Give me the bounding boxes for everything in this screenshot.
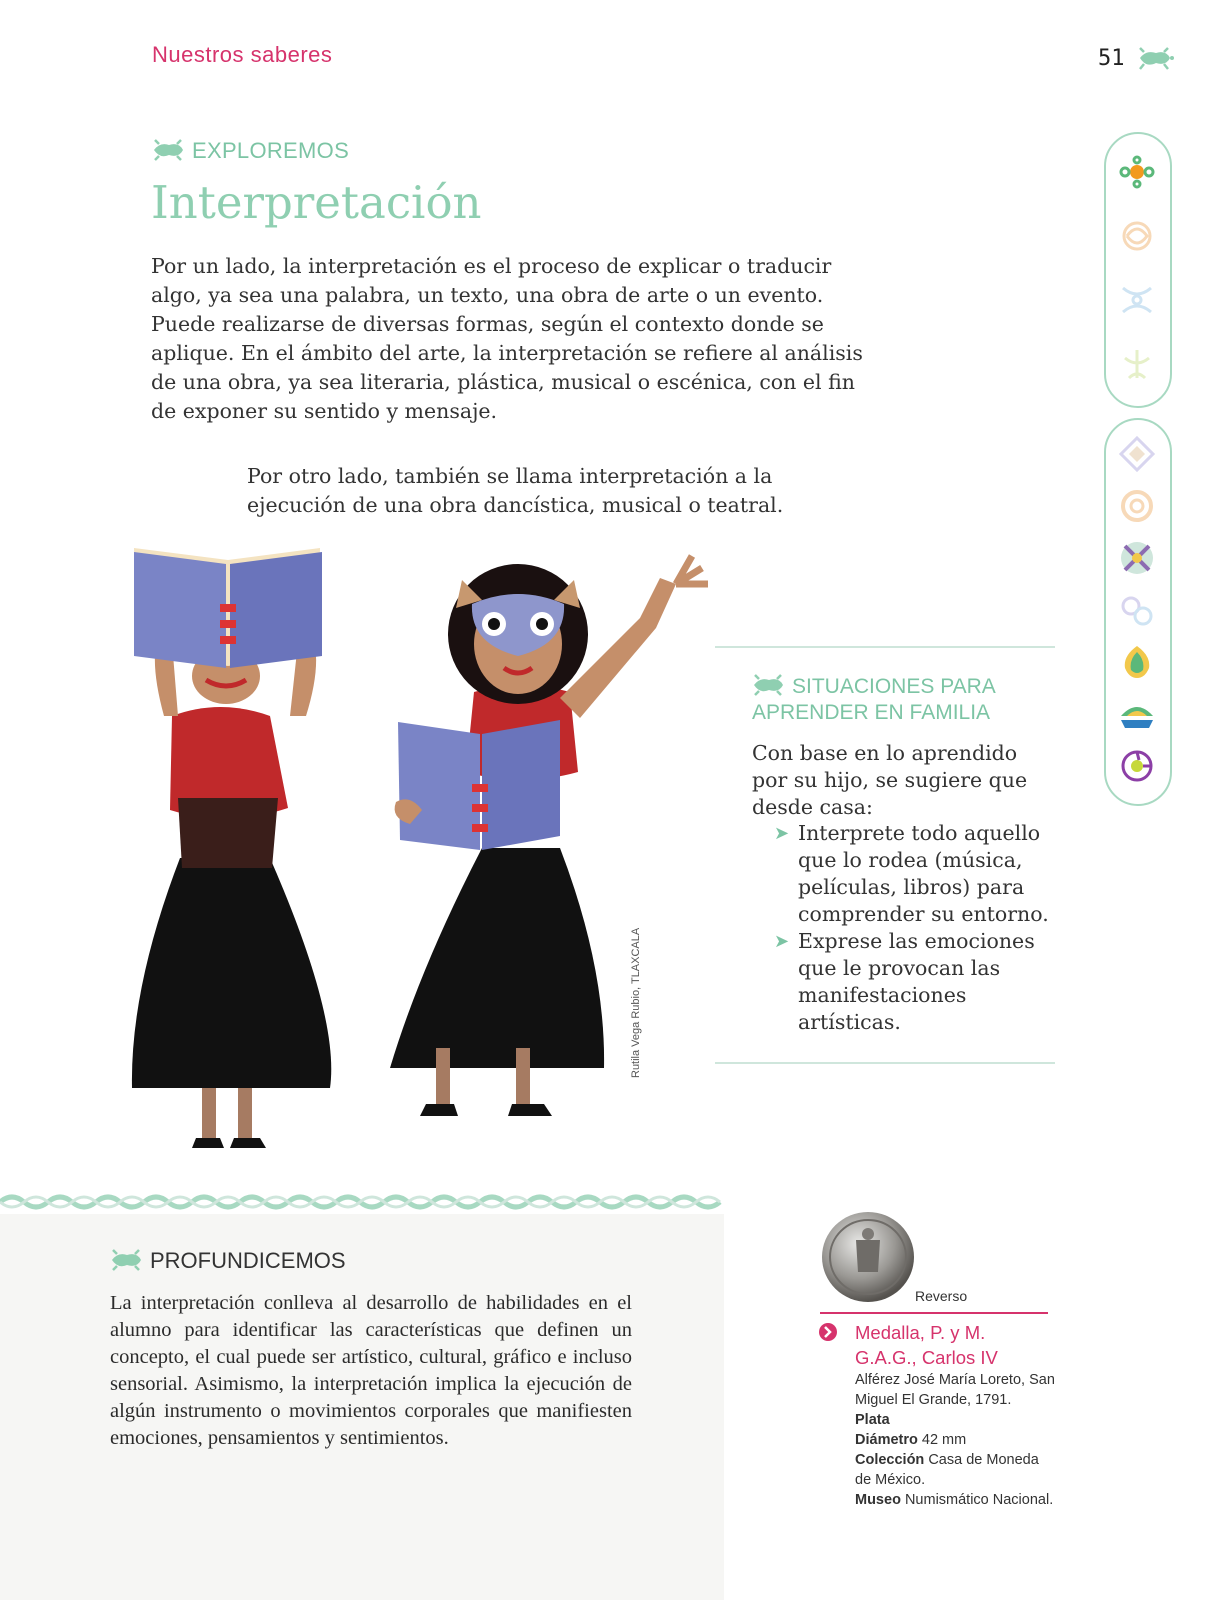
- campo-formativo-panel: [1104, 132, 1172, 408]
- decorative-border: [0, 1190, 724, 1214]
- chevron-circle-icon: [818, 1322, 838, 1342]
- ejes-articuladores-panel: [1104, 418, 1172, 806]
- coin-caption: Reverso: [915, 1288, 968, 1304]
- family-list: [774, 820, 1054, 1036]
- lectura-escritura-icon: [1117, 694, 1157, 734]
- coin-diameter-value: 42 mm: [921, 1432, 967, 1448]
- list-item: ➤ Interprete todo aquello que lo rodea (música, películas, libros) para comprender su entorno.: [774, 821, 1049, 926]
- coin-diameter-label: Diámetro: [855, 1432, 918, 1448]
- explore-label-text: EXPLOREMOS: [192, 138, 350, 163]
- chevron-bullet-icon: ➤: [774, 823, 790, 844]
- interculturalidad-icon: [1117, 538, 1157, 578]
- family-intro: Con base en lo aprendido por su hijo, se sugiere que desde casa:: [752, 741, 1028, 819]
- list-item: ➤ Exprese las emociones que le provocan las manifestaciones artísticas.: [774, 929, 1035, 1034]
- deepen-label: [110, 1248, 346, 1274]
- coin-image: [820, 1210, 916, 1304]
- saberes-icon: [1117, 216, 1157, 256]
- pensamiento-critico-icon: [1117, 486, 1157, 526]
- coin-museum-label: Museo: [855, 1492, 901, 1508]
- etica-icon: [1117, 280, 1157, 320]
- inclusion-icon: [1117, 434, 1157, 474]
- deepen-text: La interpretación conlleva al desarrollo de habilidades en el alumno para identificar las características que definen un concepto, el cual puede ser artístico, cultural, gráfico e incluso sensorial. Asimismo, la interpretación implica la ejecución de algún instrumento o movimientos corporales que manifiesten emociones, pensamientos y sentimientos.: [110, 1292, 632, 1449]
- lenguajes-icon: [1117, 152, 1157, 192]
- page-number: 51: [1098, 46, 1125, 71]
- explore-label: [152, 138, 349, 164]
- family-title-line2: APRENDER EN FAMILIA: [752, 701, 991, 724]
- family-top-rule: [715, 646, 1055, 648]
- family-title-line1: SITUACIONES PARA: [792, 675, 996, 698]
- igualdad-genero-icon: [1117, 590, 1157, 630]
- coin-collection-label: Colección: [855, 1452, 925, 1468]
- deepen-label-text: PROFUNDICEMOS: [150, 1248, 346, 1273]
- two-readers-illustration: [120, 548, 730, 1174]
- humano-icon: [1117, 344, 1157, 384]
- lizard-icon: [152, 139, 186, 161]
- coin-collection-value: Casa de Moneda de México.: [855, 1452, 1039, 1488]
- coin-material: Plata: [855, 1412, 890, 1428]
- coin-title: Medalla, P. y M. G.A.G., Carlos IV: [855, 1322, 998, 1368]
- coin-museum-value: Numismático Nacional.: [904, 1492, 1054, 1508]
- lizard-icon: [110, 1249, 144, 1271]
- explore-paragraph-1: Por un lado, la interpretación es el proceso de explicar o traducir algo, ya sea una palabra, un texto, una obra de arte o un evento. Puede realizarse de diversas formas, según el contexto donde se aplique. En el ámbito del arte, la interpretación se refiere al análisis de una obra, ya sea literaria, plástica, musical o escénica, con el fin de exponer su sentido y mensaje.: [151, 254, 863, 423]
- illustration-credit: Rutila Vega Rubio, TLAXCALA: [630, 927, 642, 1078]
- explore-paragraph-2: Por otro lado, también se llama interpretación a la ejecución de una obra dancística, musical o teatral.: [247, 464, 784, 517]
- lizard-icon: [1136, 46, 1174, 72]
- family-title: [752, 674, 1052, 726]
- artes-experiencias-icon: [1117, 746, 1157, 786]
- running-header: Nuestros saberes: [152, 42, 333, 67]
- figure-right: [390, 556, 708, 1116]
- vida-saludable-icon: [1117, 642, 1157, 682]
- chevron-bullet-icon: ➤: [774, 931, 790, 952]
- coin-details: [855, 1370, 1055, 1510]
- coin-origin: Alférez José María Loreto, San Miguel El Grande, 1791.: [855, 1372, 1055, 1408]
- coin-rule: [820, 1312, 1048, 1314]
- family-bottom-rule: [715, 1062, 1055, 1064]
- figure-left: [132, 548, 331, 1148]
- lizard-icon: [752, 674, 786, 696]
- page-title: Interpretación: [151, 176, 482, 229]
